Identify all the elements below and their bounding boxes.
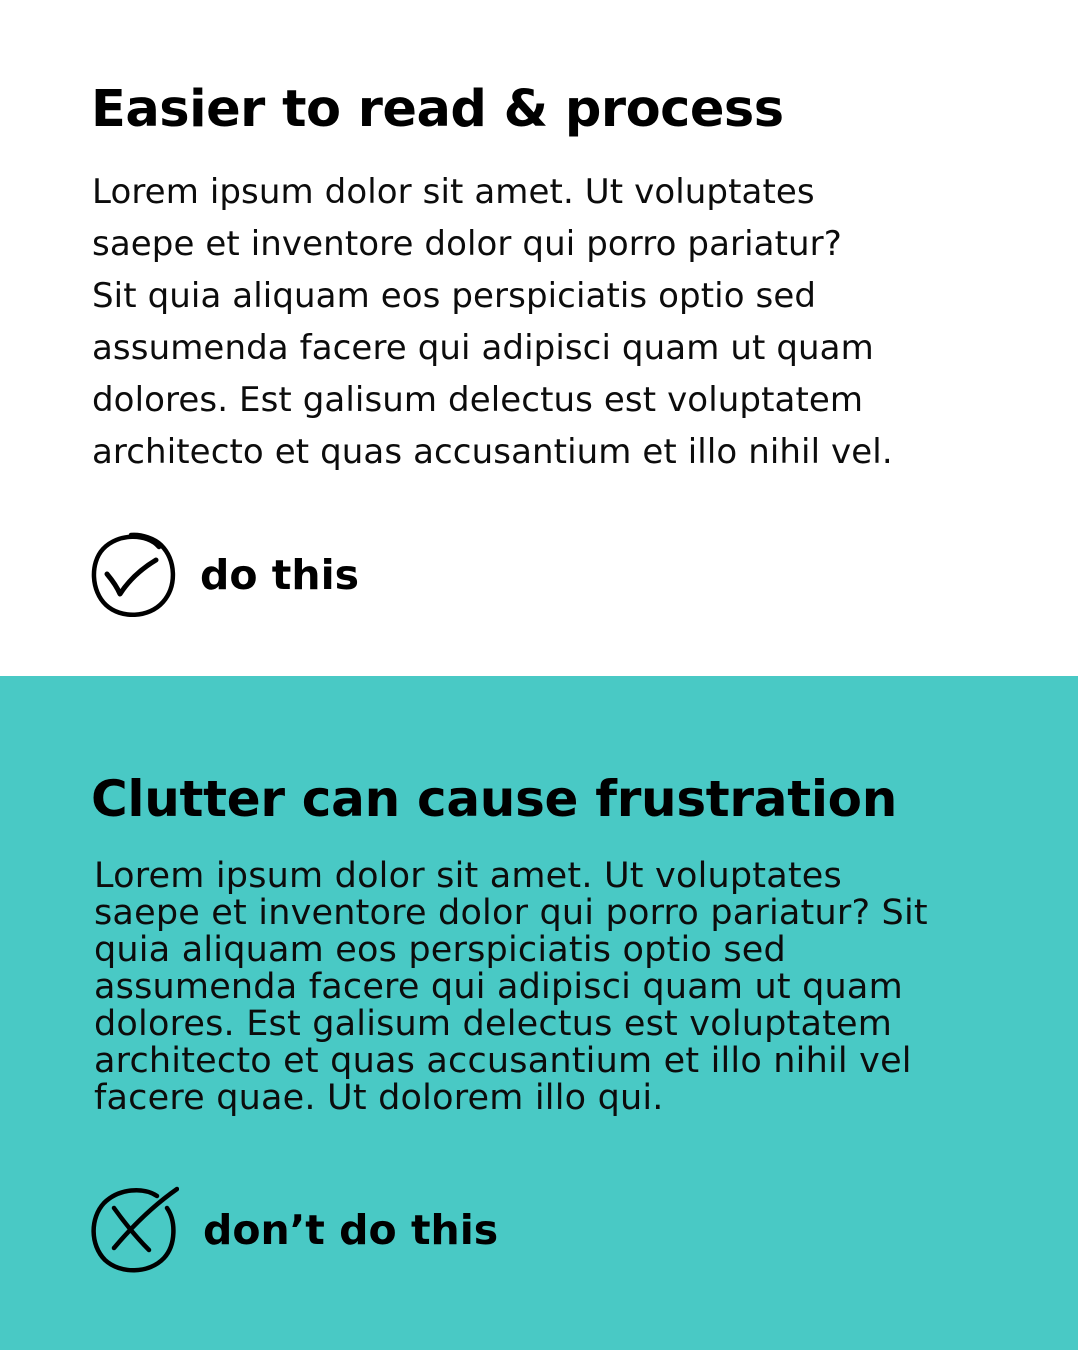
paragraph-line: architecto et quas accusantium et illo nihil vel.	[92, 432, 893, 472]
paragraph-line: Lorem ipsum dolor sit amet. Ut voluptates	[94, 856, 842, 896]
bad-example-section	[0, 676, 1080, 1350]
paragraph-line: assumenda facere qui adipisci quam ut quam	[92, 328, 874, 368]
paragraph-line: saepe et inventore dolor qui porro pariatur? Sit	[94, 893, 928, 933]
bad-example-title: Clutter can cause frustration	[91, 770, 897, 828]
dont-do-this-label: don’t do this	[203, 1206, 499, 1254]
paragraph-line: Lorem ipsum dolor sit amet. Ut voluptates	[92, 172, 815, 212]
do-this-label: do this	[200, 551, 360, 599]
paragraph-line: architecto et quas accusantium et illo nihil vel	[94, 1041, 912, 1081]
good-example-paragraph	[92, 166, 992, 478]
paragraph-line: assumenda facere qui adipisci quam ut quam	[94, 967, 903, 1007]
paragraph-line: quia aliquam eos perspiciatis optio sed	[94, 930, 786, 970]
bad-example-paragraph	[94, 858, 994, 1117]
paragraph-line: dolores. Est galisum delectus est voluptatem	[94, 1004, 893, 1044]
do-this-marker	[87, 529, 359, 621]
paragraph-line: dolores. Est galisum delectus est voluptatem	[92, 380, 864, 420]
good-example-title: Easier to read & process	[91, 80, 784, 139]
x-circle-icon	[87, 1184, 179, 1276]
paragraph-line: facere quae. Ut dolorem illo qui.	[94, 1078, 664, 1118]
check-circle-icon	[87, 529, 179, 621]
dont-do-this-marker	[87, 1184, 498, 1276]
paragraph-line: Sit quia aliquam eos perspiciatis optio sed	[92, 276, 817, 316]
paragraph-line: saepe et inventore dolor qui porro pariatur?	[92, 224, 842, 264]
